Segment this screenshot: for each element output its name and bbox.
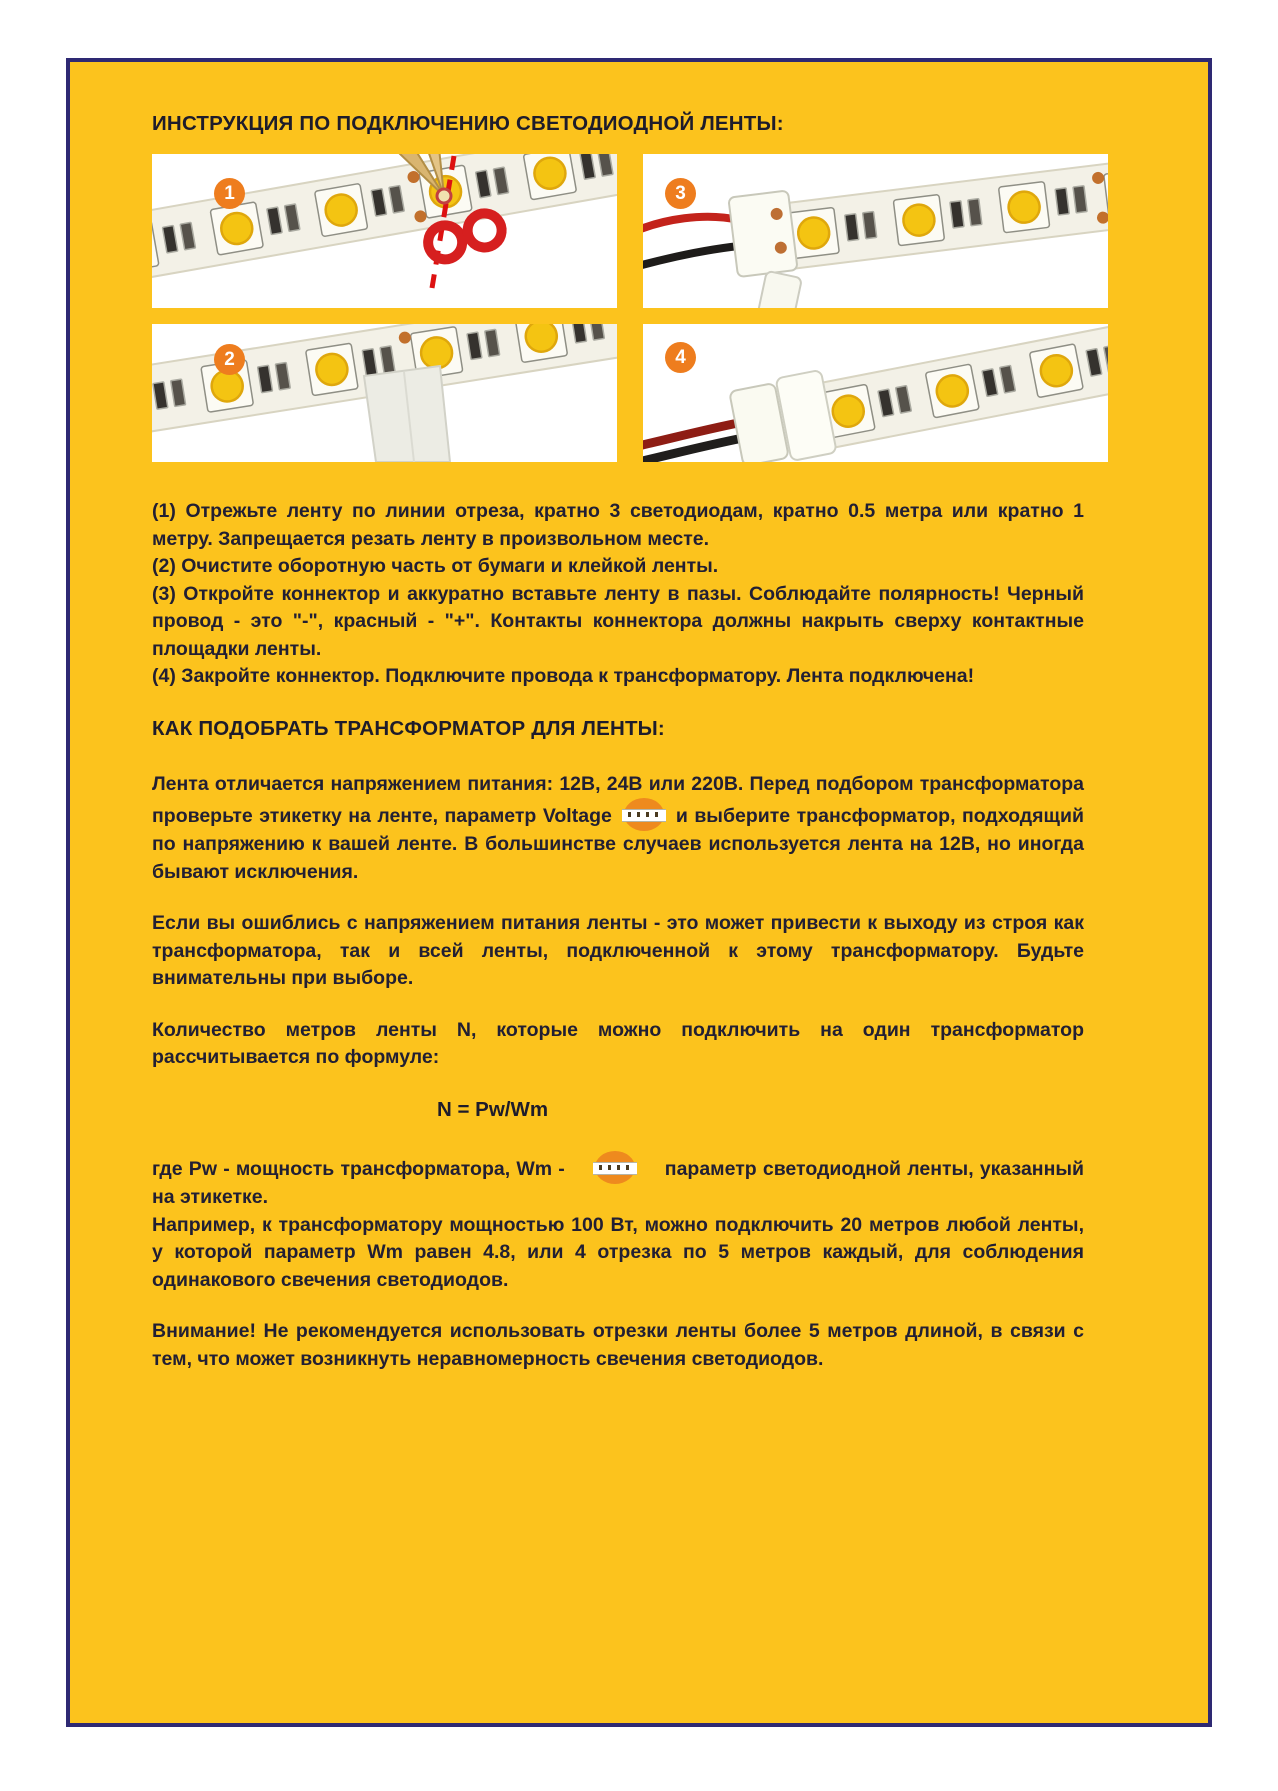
formula: N = Pw/Wm <box>437 1097 549 1121</box>
connector-closed-illustration <box>643 324 1108 462</box>
voltage-paragraph <box>152 771 1084 887</box>
photo-grid <box>152 154 1108 462</box>
step-badge-3: 3 <box>665 178 696 209</box>
strip-label-icon <box>595 1151 635 1184</box>
step-badge-1: 1 <box>214 178 245 209</box>
paragraph-text: параметр светодиодной ленты, указанный на этикетке. <box>152 1158 1084 1208</box>
connector-lid-open <box>756 271 802 308</box>
step-2-text: (2) Очистите оборотную часть от бумаги и клейкой ленты. <box>152 555 719 577</box>
step-badge-4: 4 <box>665 342 696 373</box>
step-3-text: (3) Откройте коннектор и аккуратно вставьте ленту в пазы. Соблюдайте полярность! Черный провод - это "-", красный - "+". Контакты коннектора должны накрыть сверху контактные площадки ленты. <box>152 582 1084 660</box>
instruction-sheet <box>66 58 1212 1727</box>
paragraph-text: где Pw - мощность трансформатора, Wm - <box>152 1158 565 1180</box>
formula-legend-paragraph <box>152 1151 1084 1212</box>
backing-paper <box>364 366 450 462</box>
connector-closed <box>728 370 836 462</box>
warning-wrong-voltage-paragraph: Если вы ошиблись с напряжением питания ленты - это может привести к выходу из строя как трансформатора, так и всей ленты, подключенной к этому трансформатору. Будьте внимательны при выборе. <box>152 912 1084 989</box>
transformer-section-body <box>152 771 1084 1374</box>
red-wire <box>643 217 739 230</box>
photo-step-1-cut <box>152 154 617 308</box>
sheet-content <box>70 112 1208 1373</box>
meters-formula-intro-paragraph: Количество метров ленты N, которые можно подключить на один трансформатор рассчитывается по формуле: <box>152 1018 1084 1068</box>
photo-step-4-closed-connector <box>643 324 1108 462</box>
led-strip-cut-illustration <box>152 154 617 308</box>
step-badge-2: 2 <box>214 344 245 375</box>
black-wire <box>643 246 739 266</box>
paragraph-text: Лента отличается напряжением питания: 12В, 24В или 220В. Перед подбором трансформатора проверьте этикетку на ленте, параметр Voltage <box>152 772 1084 827</box>
strip-label-icon <box>624 798 664 831</box>
connector-open-illustration <box>643 154 1108 308</box>
photo-step-2-peel <box>152 324 617 462</box>
paragraph-text: и выберите трансформатор, подходящий по напряжению к вашей ленте. В большинстве случаев используется лента на 12В, но иногда бывают исключения. <box>152 805 1084 883</box>
example-paragraph: Например, к трансформатору мощностью 100 Вт, можно подключить 20 метров любой ленты, у которой параметр Wm равен 4.8, или 4 отрезка по 5 метров каждый, для соблюдения одинакового свечения светодиодов. <box>152 1213 1084 1291</box>
connector-body <box>728 190 797 277</box>
page-title: ИНСТРУКЦИЯ ПО ПОДКЛЮЧЕНИЮ СВЕТОДИОДНОЙ ЛЕНТЫ: <box>152 112 784 135</box>
step-1-text: (1) Отрежьте ленту по линии отреза, кратно 3 светодиодам, кратно 0.5 метра или кратно 1 метру. Запрещается резать ленту в произвольном месте. <box>152 500 1084 550</box>
connection-steps <box>152 498 1084 691</box>
attention-paragraph: Внимание! Не рекомендуется использовать отрезки ленты более 5 метров длиной, в связи с тем, что может возникнуть неравномерность свечения светодиодов. <box>152 1320 1084 1370</box>
photo-step-3-open-connector <box>643 154 1108 308</box>
transformer-section-heading: КАК ПОДОБРАТЬ ТРАНСФОРМАТОР ДЛЯ ЛЕНТЫ: <box>152 716 665 740</box>
step-4-text: (4) Закройте коннектор. Подключите провода к трансформатору. Лента подключена! <box>152 665 975 687</box>
